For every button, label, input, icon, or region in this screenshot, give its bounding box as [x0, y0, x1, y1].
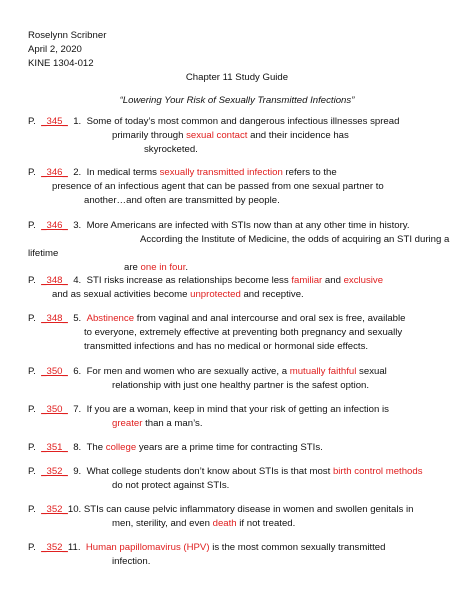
question-number: 11. [67, 542, 81, 553]
question-10 [28, 503, 448, 531]
answer-text: greater [112, 418, 143, 429]
question-1 [28, 115, 448, 157]
question-text: infection. [112, 556, 151, 567]
question-text: than a man’s. [142, 418, 203, 429]
answer-text: sexual contact [186, 130, 248, 141]
answer-text: death [212, 518, 237, 529]
question-text: and their incidence has [247, 130, 349, 141]
question-text: if not treated. [236, 518, 296, 529]
question-text: refers to the [282, 167, 337, 178]
question-text: presence of an infectious agent that can be passed from one sexual partner to [52, 181, 384, 192]
question-text: What college students don’t know about STIs is that most [86, 466, 333, 477]
page-prefix: P. [28, 466, 36, 477]
page-number: _348_ [41, 313, 68, 324]
page-number: _352_ [41, 542, 68, 553]
question-text: If you are a woman, keep in mind that your risk of getting an infection is [86, 404, 389, 415]
question-text: More Americans are infected with STIs now than at any other time in history. [86, 220, 410, 231]
question-number: 1. [73, 116, 82, 127]
page-prefix: P. [28, 504, 36, 515]
question-number: 2. [73, 167, 82, 178]
answer-text: sexually transmitted infection [159, 167, 283, 178]
question-11 [28, 541, 448, 569]
question-text: According the Institute of Medicine, the odds of acquiring an STI during a [140, 234, 450, 245]
page-number: _352_ [41, 504, 68, 515]
page-number: _350_ [41, 404, 68, 415]
question-number: 5. [73, 313, 82, 324]
question-number: 3. [73, 220, 82, 231]
answer-text: unprotected [190, 289, 241, 300]
page-prefix: P. [28, 313, 36, 324]
page-number: _351_ [41, 442, 68, 453]
question-text: primarily through [112, 130, 187, 141]
question-text: and [322, 275, 344, 286]
page-number: _350_ [41, 366, 68, 377]
question-text: Some of today’s most common and dangerous infectious illnesses spread [86, 116, 400, 127]
question-number: 9. [73, 466, 82, 477]
submission-date: April 2, 2020 [28, 44, 82, 55]
question-text: STI risks increase as relationships become less [86, 275, 292, 286]
question-text: sexual [356, 366, 387, 377]
question-9 [28, 465, 448, 493]
answer-text: Abstinence [86, 313, 135, 324]
question-text: The [86, 442, 106, 453]
page-number: _352_ [41, 466, 68, 477]
answer-text: birth control methods [332, 466, 423, 477]
question-number: 7. [73, 404, 82, 415]
page-number: _346_ [41, 220, 68, 231]
question-text: men, sterility, and even [112, 518, 213, 529]
page-prefix: P. [28, 404, 36, 415]
study-guide-title: Chapter 11 Study Guide [185, 72, 289, 83]
page-number: _345_ [41, 116, 68, 127]
question-text: is the most common sexually transmitted [209, 542, 386, 553]
question-4 [28, 274, 448, 302]
question-text: relationship with just one healthy partner is the safest option. [112, 380, 370, 391]
question-text: from vaginal and anal intercourse and oral sex is free, available [134, 313, 406, 324]
answer-text: college [105, 442, 137, 453]
question-text: transmitted infections and has no medical or hormonal side effects. [84, 341, 369, 352]
question-5 [28, 312, 448, 354]
page-prefix: P. [28, 116, 36, 127]
page-prefix: P. [28, 275, 36, 286]
study-guide-subtitle: “Lowering Your Risk of Sexually Transmitted Infections” [119, 95, 355, 106]
question-2 [28, 166, 448, 208]
page-number: _346_ [41, 167, 68, 178]
question-text: another…and often are transmitted by people. [84, 195, 280, 206]
question-number: 6. [73, 366, 82, 377]
question-3 [28, 219, 448, 275]
page-prefix: P. [28, 542, 36, 553]
answer-text: Human papillomavirus (HPV) [85, 542, 210, 553]
question-number: 8. [73, 442, 82, 453]
page-prefix: P. [28, 220, 36, 231]
question-7 [28, 403, 448, 431]
answer-text: one in four [140, 262, 186, 273]
answer-text: exclusive [343, 275, 384, 286]
question-text: skyrocketed. [144, 144, 198, 155]
question-text: and receptive. [240, 289, 304, 300]
page-number: _348_ [41, 275, 68, 286]
question-6 [28, 365, 448, 393]
question-text: and as sexual activities become [52, 289, 191, 300]
answer-text: mutually faithful [289, 366, 357, 377]
course-code: KINE 1304-012 [28, 58, 94, 69]
page-prefix: P. [28, 366, 36, 377]
student-header [28, 29, 106, 71]
question-text: do not protect against STIs. [112, 480, 230, 491]
student-name: Roselynn Scribner [28, 30, 107, 41]
question-text: . [185, 262, 189, 273]
question-text: to everyone, extremely effective at preventing both pregnancy and sexually [84, 327, 403, 338]
page-prefix: P. [28, 442, 36, 453]
question-text: For men and women who are sexually active, a [86, 366, 290, 377]
question-number: 4. [73, 275, 82, 286]
question-text: STIs can cause pelvic inflammatory disease in women and swollen genitals in [83, 504, 414, 515]
question-text: lifetime [28, 248, 59, 259]
question-text: years are a prime time for contracting STIs. [136, 442, 323, 453]
question-text: In medical terms [86, 167, 160, 178]
question-8 [28, 441, 448, 455]
question-text: are [124, 262, 141, 273]
answer-text: familiar [291, 275, 323, 286]
page-prefix: P. [28, 167, 36, 178]
question-number: 10. [67, 504, 82, 515]
